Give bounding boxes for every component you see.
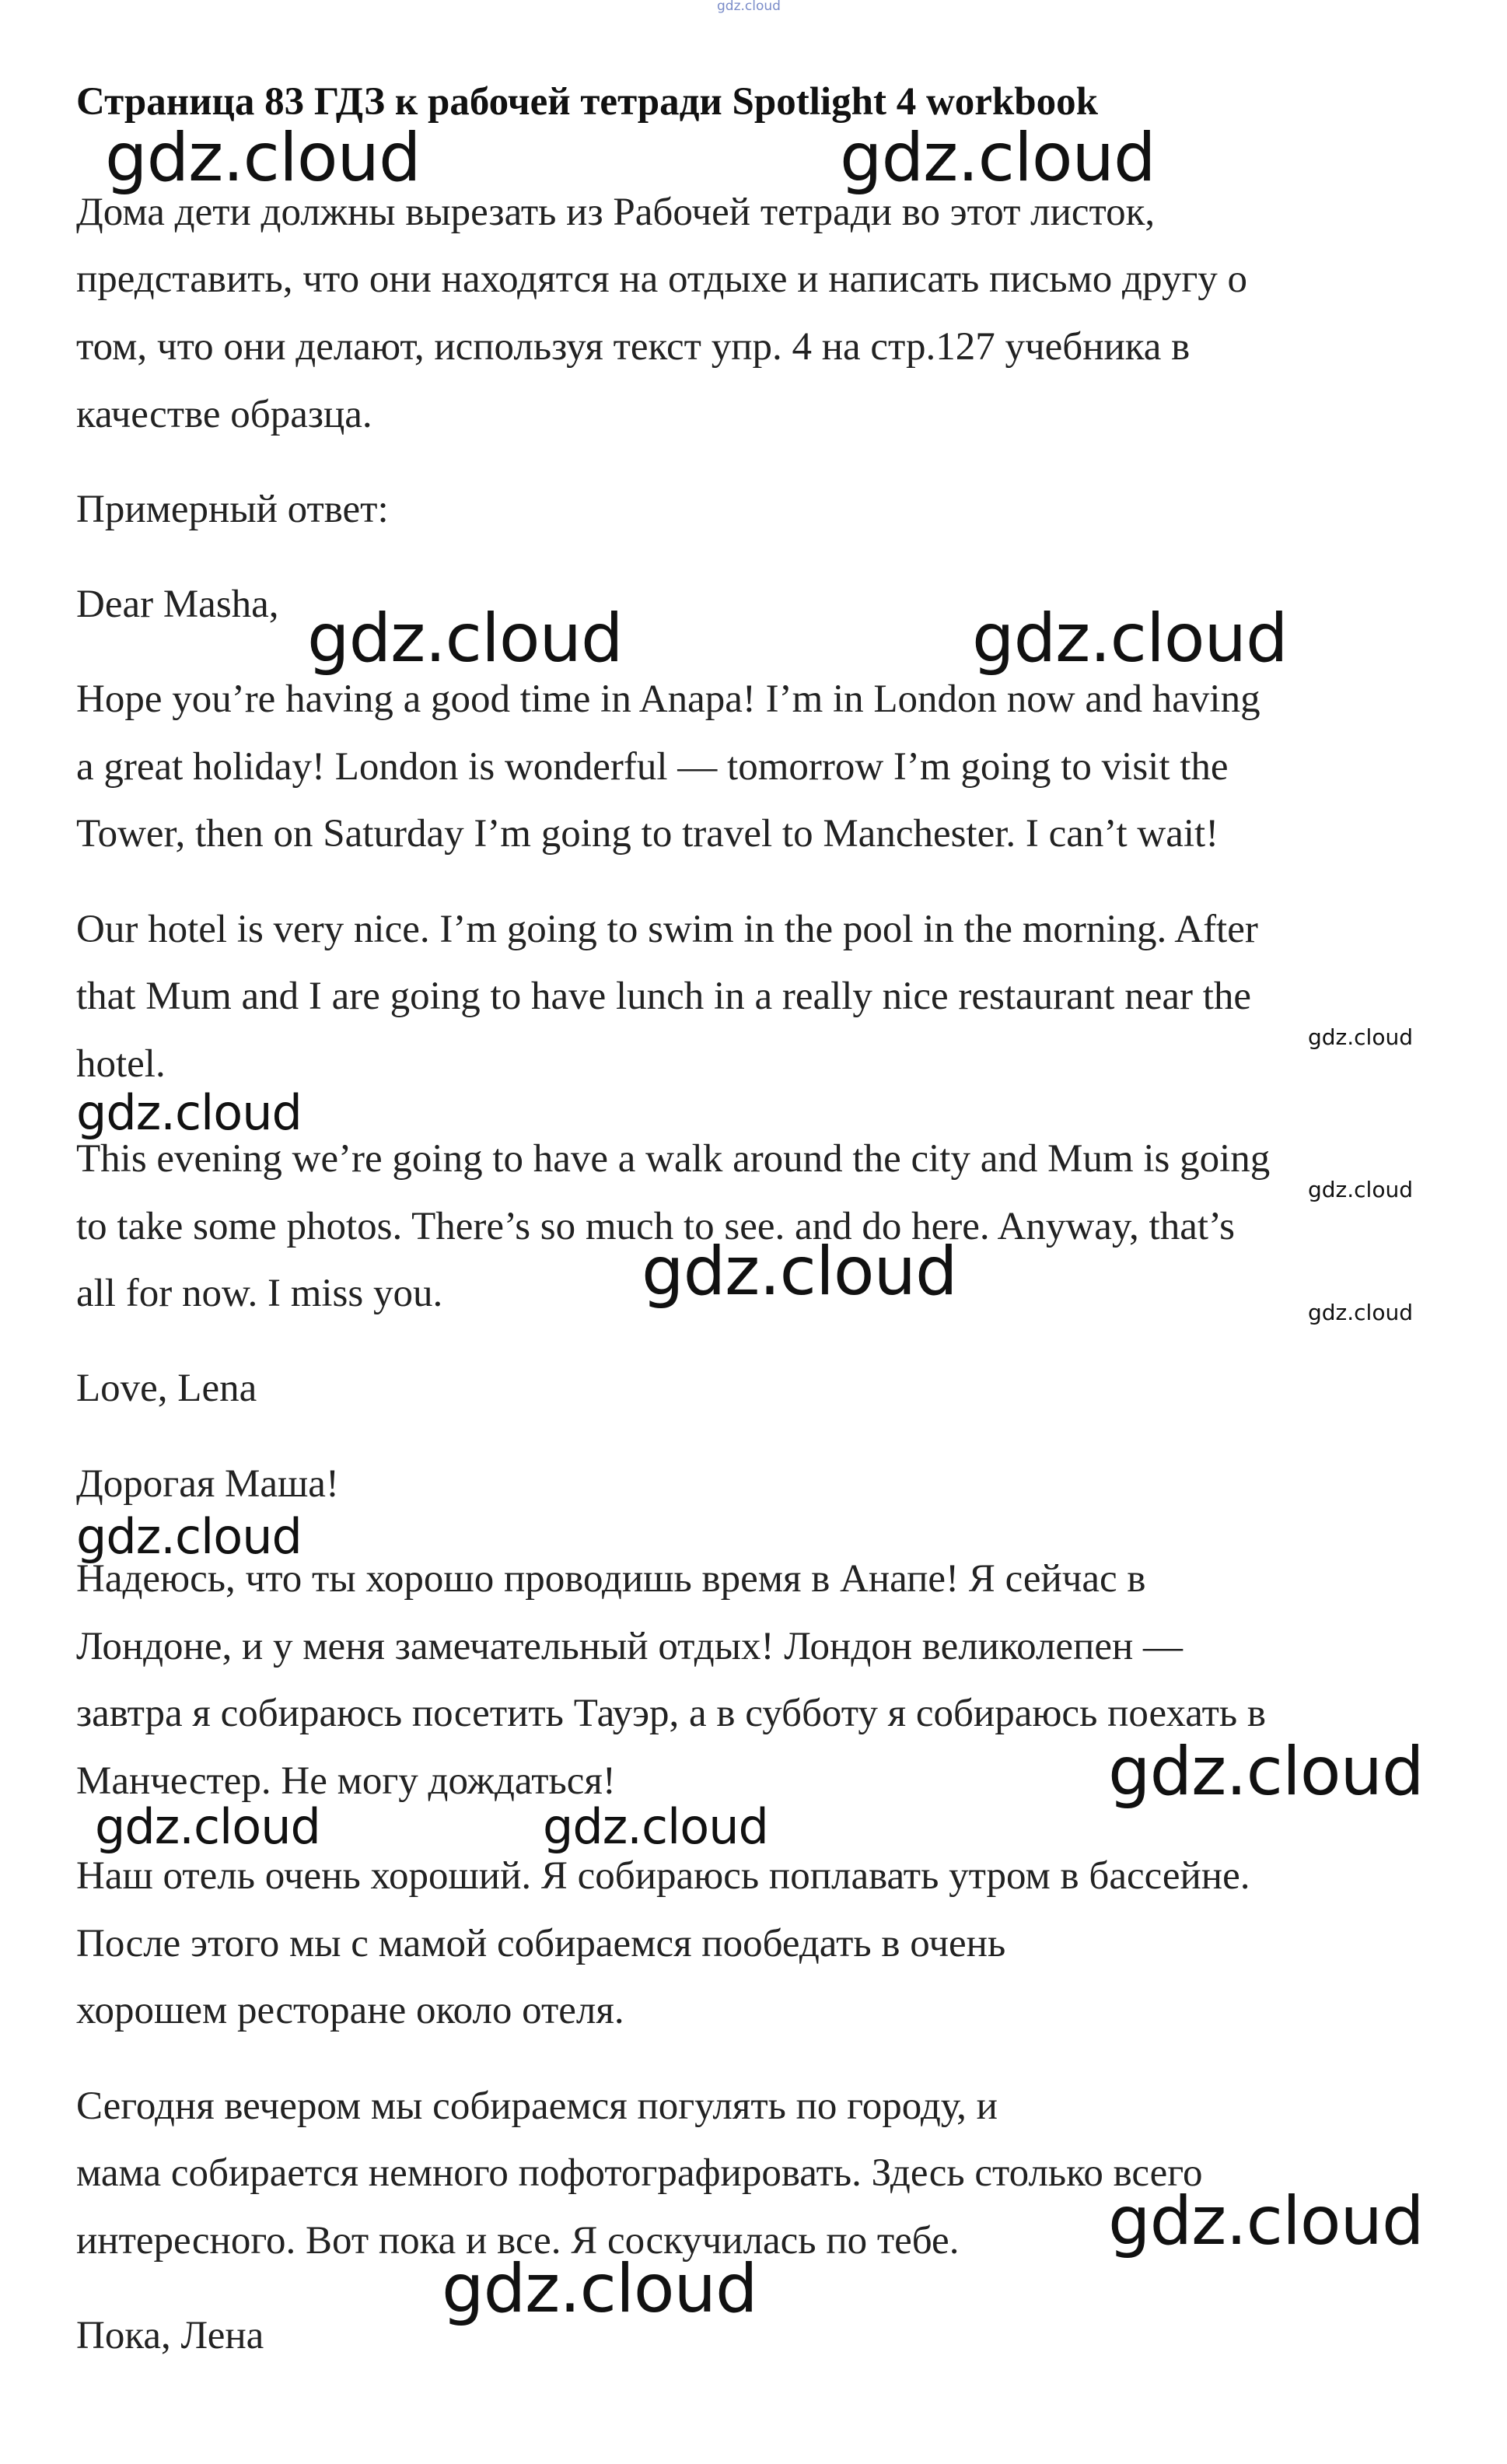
watermark-top: gdz.cloud — [717, 0, 781, 14]
watermark-7: gdz.cloud — [1308, 1177, 1413, 1202]
watermark-13: gdz.cloud — [543, 1798, 768, 1855]
page-title: Страница 83 ГДЗ к рабочей тетради Spotlight 4 workbook — [76, 80, 1098, 124]
english-p3-line-2: to take some photos. There’s so much to see. and do here. Anyway, that’s — [76, 1205, 1236, 1248]
russian-p1-line-1: Надеюсь, что ты хорошо проводишь время в Анапе! Я сейчас в — [76, 1557, 1146, 1601]
russian-p2-line-2: После этого мы с мамой собираемся пообедать в очень — [76, 1922, 1006, 1965]
russian-signoff: Пока, Лена — [76, 2314, 264, 2357]
answer-label: Примерный ответ: — [76, 488, 389, 531]
watermark-5: gdz.cloud — [1308, 1024, 1413, 1050]
intro-line-2: представить, что они находятся на отдыхе и написать письмо другу о — [76, 257, 1247, 301]
russian-p3-line-2: мама собирается немного пофотографировать. Здесь столько всего — [76, 2151, 1203, 2195]
english-p2-line-2: that Mum and I are going to have lunch in a really nice restaurant near the — [76, 975, 1251, 1018]
russian-p1-line-3: завтра я собираюсь посетить Тауэр, а в субботу я собираюсь поехать в — [76, 1692, 1266, 1735]
english-p2-line-1: Our hotel is very nice. I’m going to swim in the pool in the morning. After — [76, 908, 1258, 951]
watermark-10: gdz.cloud — [76, 1508, 302, 1565]
watermark-1: gdz.cloud — [105, 119, 421, 197]
english-p1-line-3: Tower, then on Saturday I’m going to travel to Manchester. I can’t wait! — [76, 812, 1219, 856]
watermark-8: gdz.cloud — [642, 1233, 957, 1311]
intro-line-3: том, что они делают, используя текст упр. 4 на стр.127 учебника в — [76, 325, 1191, 369]
english-p1-line-1: Hope you’re having a good time in Anapa! I’m in London now and having — [76, 677, 1260, 721]
english-p3-line-1: This evening we’re going to have a walk around the city and Mum is going — [76, 1137, 1271, 1181]
english-p3-line-3: all for now. I miss you. — [76, 1272, 443, 1315]
watermark-15: gdz.cloud — [442, 2250, 757, 2328]
english-p2-line-3: hotel. — [76, 1042, 166, 1086]
russian-p2-line-1: Наш отель очень хороший. Я собираюсь поплавать утром в бассейне. — [76, 1854, 1250, 1898]
english-signoff: Love, Lena — [76, 1367, 257, 1410]
watermark-3: gdz.cloud — [307, 600, 623, 677]
russian-greeting: Дорогая Маша! — [76, 1462, 339, 1506]
watermark-11: gdz.cloud — [1108, 1733, 1424, 1811]
russian-p3-line-1: Сегодня вечером мы собираемся погулять по городу, и — [76, 2084, 998, 2128]
watermark-9: gdz.cloud — [1308, 1300, 1413, 1325]
intro-line-1: Дома дети должны вырезать из Рабочей тетради во этот листок, — [76, 191, 1156, 234]
russian-p1-line-4: Манчестер. Не могу дождаться! — [76, 1759, 616, 1803]
russian-p3-line-3: интересного. Вот пока и все. Я соскучилась по тебе. — [76, 2219, 960, 2263]
watermark-6: gdz.cloud — [76, 1084, 302, 1141]
english-p1-line-2: a great holiday! London is wonderful — tomorrow I’m going to visit the — [76, 745, 1229, 789]
watermark-12: gdz.cloud — [95, 1798, 320, 1855]
russian-p1-line-2: Лондоне, и у меня замечательный отдых! Лондон великолепен — — [76, 1625, 1184, 1668]
intro-line-4: качестве образца. — [76, 393, 372, 436]
russian-p2-line-3: хорошем ресторане около отеля. — [76, 1989, 624, 2032]
english-greeting: Dear Masha, — [76, 583, 279, 626]
watermark-2: gdz.cloud — [840, 119, 1156, 197]
watermark-14: gdz.cloud — [1108, 2182, 1424, 2260]
watermark-4: gdz.cloud — [972, 600, 1288, 677]
